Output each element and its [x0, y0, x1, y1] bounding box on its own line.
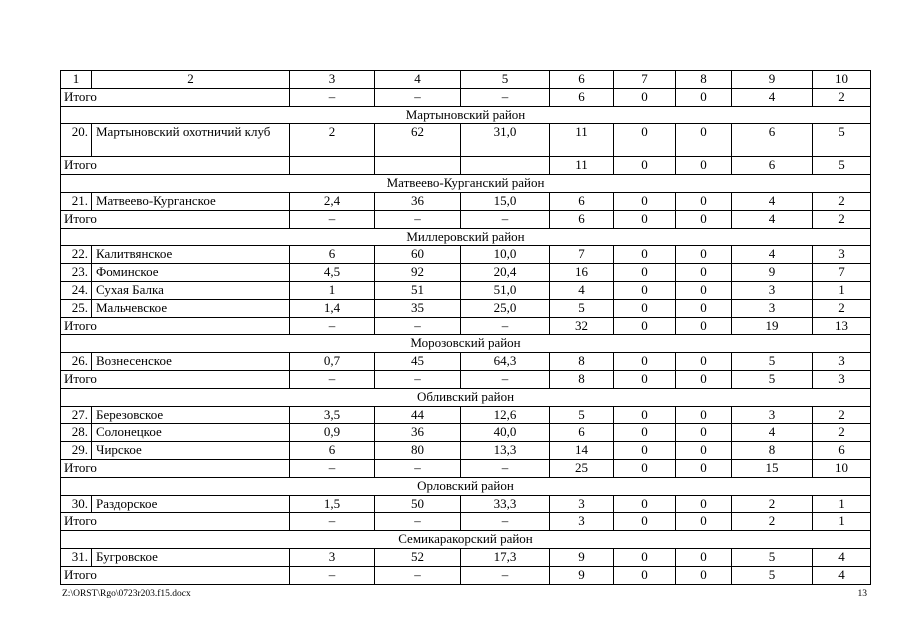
- column-number: 8: [676, 71, 732, 89]
- total-cell: 19: [732, 317, 813, 335]
- total-cell: 4: [732, 210, 813, 228]
- table-cell: 0: [676, 124, 732, 157]
- total-cell: –: [461, 513, 550, 531]
- table-row: [61, 246, 871, 264]
- table-cell: 0: [676, 442, 732, 460]
- table-cell: 35: [375, 299, 461, 317]
- total-row: [61, 513, 871, 531]
- table-row: [61, 495, 871, 513]
- total-cell: –: [461, 317, 550, 335]
- total-cell: –: [290, 513, 375, 531]
- total-cell: 5: [732, 566, 813, 584]
- table-cell: 3: [290, 548, 375, 566]
- table-cell: 2,4: [290, 192, 375, 210]
- total-cell: –: [461, 566, 550, 584]
- row-number: 22.: [61, 246, 92, 264]
- column-number: 9: [732, 71, 813, 89]
- table-cell: 2: [813, 406, 871, 424]
- table-cell: 6: [813, 442, 871, 460]
- total-cell: 0: [676, 459, 732, 477]
- row-number: 24.: [61, 281, 92, 299]
- table-cell: 0: [676, 353, 732, 371]
- table-cell: 9: [550, 548, 614, 566]
- hunting-ground-name: Фоминское: [92, 264, 290, 282]
- district-name: Мартыновский район: [61, 106, 871, 124]
- table-cell: 0: [614, 353, 676, 371]
- table-cell: 4: [732, 424, 813, 442]
- table-cell: 3: [813, 353, 871, 371]
- total-cell: 0: [676, 370, 732, 388]
- table-cell: 8: [550, 353, 614, 371]
- table-cell: 2: [732, 495, 813, 513]
- hunting-ground-name: Солонецкое: [92, 424, 290, 442]
- total-cell: 3: [813, 370, 871, 388]
- total-cell: 0: [614, 459, 676, 477]
- table-cell: 0: [676, 264, 732, 282]
- total-cell: –: [290, 317, 375, 335]
- table-cell: 64,3: [461, 353, 550, 371]
- table-cell: 0: [676, 406, 732, 424]
- total-cell: 0: [676, 317, 732, 335]
- total-cell: 2: [732, 513, 813, 531]
- table-cell: 4: [732, 246, 813, 264]
- table-cell: 0: [676, 299, 732, 317]
- table-cell: 36: [375, 192, 461, 210]
- total-cell: 2: [813, 88, 871, 106]
- total-cell: [461, 157, 550, 175]
- table-cell: 5: [813, 124, 871, 157]
- table-cell: 9: [732, 264, 813, 282]
- table-cell: 6: [550, 192, 614, 210]
- total-cell: –: [375, 88, 461, 106]
- table-cell: 3: [732, 281, 813, 299]
- district-name: Матвеево-Курганский район: [61, 175, 871, 193]
- total-label: Итого: [61, 157, 290, 175]
- row-number: 30.: [61, 495, 92, 513]
- table-cell: 50: [375, 495, 461, 513]
- table-cell: 92: [375, 264, 461, 282]
- total-cell: –: [290, 88, 375, 106]
- table-cell: 1: [813, 495, 871, 513]
- table-cell: 36: [375, 424, 461, 442]
- table-cell: 0: [614, 299, 676, 317]
- table-row: [61, 442, 871, 460]
- total-cell: 10: [813, 459, 871, 477]
- total-cell: 0: [614, 513, 676, 531]
- total-label: Итого: [61, 370, 290, 388]
- table-cell: 0: [676, 548, 732, 566]
- table-cell: 6: [732, 124, 813, 157]
- table-row: [61, 299, 871, 317]
- total-cell: 0: [676, 566, 732, 584]
- total-row: [61, 317, 871, 335]
- table-cell: 3,5: [290, 406, 375, 424]
- table-cell: 3: [732, 299, 813, 317]
- total-cell: 3: [550, 513, 614, 531]
- total-cell: –: [290, 459, 375, 477]
- table-cell: 5: [732, 548, 813, 566]
- table-row: [61, 548, 871, 566]
- table-row: [61, 192, 871, 210]
- total-cell: 0: [614, 566, 676, 584]
- total-cell: –: [461, 88, 550, 106]
- total-cell: 0: [614, 157, 676, 175]
- table-row: [61, 353, 871, 371]
- column-number: 5: [461, 71, 550, 89]
- table-cell: 0: [614, 424, 676, 442]
- row-number: 25.: [61, 299, 92, 317]
- total-cell: 4: [732, 88, 813, 106]
- total-row: [61, 210, 871, 228]
- table-row: [61, 424, 871, 442]
- data-table: [60, 70, 871, 585]
- row-number: 20.: [61, 124, 92, 157]
- total-label: Итого: [61, 88, 290, 106]
- total-cell: 0: [676, 513, 732, 531]
- table-cell: 4: [732, 192, 813, 210]
- total-row: [61, 459, 871, 477]
- total-cell: 0: [614, 370, 676, 388]
- table-cell: 5: [550, 406, 614, 424]
- hunting-ground-name: Матвеево-Курганское: [92, 192, 290, 210]
- table-cell: 52: [375, 548, 461, 566]
- table-cell: 0: [614, 406, 676, 424]
- table-cell: 40,0: [461, 424, 550, 442]
- table-row: [61, 264, 871, 282]
- table-cell: 0: [614, 192, 676, 210]
- table-cell: 44: [375, 406, 461, 424]
- total-cell: 1: [813, 513, 871, 531]
- column-number-row: [61, 71, 871, 89]
- table-row: [61, 124, 871, 157]
- table-cell: 60: [375, 246, 461, 264]
- table-cell: 0: [614, 246, 676, 264]
- hunting-ground-name: Березовское: [92, 406, 290, 424]
- table-cell: 0: [676, 281, 732, 299]
- total-cell: 6: [550, 88, 614, 106]
- hunting-ground-name: Раздорское: [92, 495, 290, 513]
- total-cell: 15: [732, 459, 813, 477]
- table-body: [61, 71, 871, 585]
- district-header-row: [61, 175, 871, 193]
- total-cell: –: [290, 210, 375, 228]
- total-row: [61, 88, 871, 106]
- table-cell: 4: [550, 281, 614, 299]
- total-cell: 0: [676, 88, 732, 106]
- table-cell: 11: [550, 124, 614, 157]
- total-cell: –: [461, 459, 550, 477]
- district-header-row: [61, 228, 871, 246]
- table-cell: 3: [732, 406, 813, 424]
- total-row: [61, 370, 871, 388]
- column-number: 1: [61, 71, 92, 89]
- table-cell: 0: [676, 495, 732, 513]
- table-cell: 15,0: [461, 192, 550, 210]
- table-cell: 33,3: [461, 495, 550, 513]
- total-label: Итого: [61, 459, 290, 477]
- table-cell: 0,9: [290, 424, 375, 442]
- table-cell: 14: [550, 442, 614, 460]
- total-row: [61, 566, 871, 584]
- table-cell: 6: [550, 424, 614, 442]
- total-cell: –: [375, 317, 461, 335]
- footer-page-number: 13: [857, 589, 867, 599]
- table-cell: 6: [290, 442, 375, 460]
- table-cell: 3: [813, 246, 871, 264]
- table-cell: 0: [614, 124, 676, 157]
- table-cell: 1,4: [290, 299, 375, 317]
- table-cell: 13,3: [461, 442, 550, 460]
- district-header-row: [61, 106, 871, 124]
- column-number: 2: [92, 71, 290, 89]
- table-cell: 8: [732, 442, 813, 460]
- table-cell: 7: [813, 264, 871, 282]
- row-number: 23.: [61, 264, 92, 282]
- total-cell: –: [290, 370, 375, 388]
- column-number: 3: [290, 71, 375, 89]
- table-cell: 10,0: [461, 246, 550, 264]
- total-cell: 0: [676, 210, 732, 228]
- total-cell: –: [375, 370, 461, 388]
- table-cell: 16: [550, 264, 614, 282]
- table-cell: 51,0: [461, 281, 550, 299]
- hunting-ground-name: Сухая Балка: [92, 281, 290, 299]
- total-cell: 0: [614, 88, 676, 106]
- table-cell: 80: [375, 442, 461, 460]
- column-number: 6: [550, 71, 614, 89]
- hunting-ground-name: Мартыновский охотничий клуб: [92, 124, 290, 157]
- column-number: 7: [614, 71, 676, 89]
- table-cell: 1: [290, 281, 375, 299]
- hunting-ground-name: Вознесенское: [92, 353, 290, 371]
- total-cell: 0: [614, 210, 676, 228]
- column-number: 4: [375, 71, 461, 89]
- table-cell: 20,4: [461, 264, 550, 282]
- table-cell: 31,0: [461, 124, 550, 157]
- district-name: Обливский район: [61, 388, 871, 406]
- hunting-ground-name: Мальчевское: [92, 299, 290, 317]
- total-cell: –: [461, 210, 550, 228]
- total-cell: 4: [813, 566, 871, 584]
- hunting-ground-name: Чирское: [92, 442, 290, 460]
- total-label: Итого: [61, 317, 290, 335]
- table-cell: 1,5: [290, 495, 375, 513]
- row-number: 21.: [61, 192, 92, 210]
- table-cell: 5: [732, 353, 813, 371]
- table-row: [61, 406, 871, 424]
- table-cell: 0: [614, 264, 676, 282]
- district-header-row: [61, 531, 871, 549]
- table-cell: 1: [813, 281, 871, 299]
- table-cell: 62: [375, 124, 461, 157]
- row-number: 29.: [61, 442, 92, 460]
- total-label: Итого: [61, 513, 290, 531]
- hunting-ground-name: Калитвянское: [92, 246, 290, 264]
- total-cell: 6: [550, 210, 614, 228]
- table-cell: 0: [614, 495, 676, 513]
- district-name: Морозовский район: [61, 335, 871, 353]
- table-cell: 45: [375, 353, 461, 371]
- table-cell: 0: [614, 281, 676, 299]
- total-cell: –: [290, 566, 375, 584]
- table-cell: 25,0: [461, 299, 550, 317]
- total-cell: –: [375, 459, 461, 477]
- total-cell: 32: [550, 317, 614, 335]
- district-header-row: [61, 477, 871, 495]
- district-header-row: [61, 388, 871, 406]
- table-cell: 17,3: [461, 548, 550, 566]
- row-number: 27.: [61, 406, 92, 424]
- total-cell: 25: [550, 459, 614, 477]
- total-row: [61, 157, 871, 175]
- table-cell: 0: [676, 246, 732, 264]
- total-cell: 9: [550, 566, 614, 584]
- table-row: [61, 281, 871, 299]
- district-name: Миллеровский район: [61, 228, 871, 246]
- total-cell: 8: [550, 370, 614, 388]
- footer-file-path: Z:\ORST\Rgo\0723r203.f15.docx: [62, 589, 191, 599]
- table-cell: 4: [813, 548, 871, 566]
- table-cell: 0: [676, 192, 732, 210]
- table-cell: 5: [550, 299, 614, 317]
- hunting-ground-name: Бугровское: [92, 548, 290, 566]
- table-cell: 4,5: [290, 264, 375, 282]
- row-number: 26.: [61, 353, 92, 371]
- total-cell: 0: [614, 317, 676, 335]
- row-number: 31.: [61, 548, 92, 566]
- total-label: Итого: [61, 566, 290, 584]
- total-cell: 5: [813, 157, 871, 175]
- total-cell: –: [375, 513, 461, 531]
- total-cell: 5: [732, 370, 813, 388]
- total-cell: [375, 157, 461, 175]
- total-cell: 2: [813, 210, 871, 228]
- district-name: Семикаракорский район: [61, 531, 871, 549]
- total-cell: –: [375, 566, 461, 584]
- table-cell: 0: [614, 548, 676, 566]
- table-cell: 0: [676, 424, 732, 442]
- total-cell: 11: [550, 157, 614, 175]
- district-header-row: [61, 335, 871, 353]
- total-cell: –: [375, 210, 461, 228]
- total-cell: 6: [732, 157, 813, 175]
- total-cell: [290, 157, 375, 175]
- table-cell: 12,6: [461, 406, 550, 424]
- table-cell: 0,7: [290, 353, 375, 371]
- table-cell: 3: [550, 495, 614, 513]
- total-label: Итого: [61, 210, 290, 228]
- column-number: 10: [813, 71, 871, 89]
- table-cell: 6: [290, 246, 375, 264]
- table-cell: 0: [614, 442, 676, 460]
- table-cell: 7: [550, 246, 614, 264]
- table-cell: 2: [290, 124, 375, 157]
- row-number: 28.: [61, 424, 92, 442]
- table-cell: 51: [375, 281, 461, 299]
- total-cell: 13: [813, 317, 871, 335]
- district-name: Орловский район: [61, 477, 871, 495]
- total-cell: 0: [676, 157, 732, 175]
- total-cell: –: [461, 370, 550, 388]
- table-cell: 2: [813, 299, 871, 317]
- table-cell: 2: [813, 192, 871, 210]
- table-cell: 2: [813, 424, 871, 442]
